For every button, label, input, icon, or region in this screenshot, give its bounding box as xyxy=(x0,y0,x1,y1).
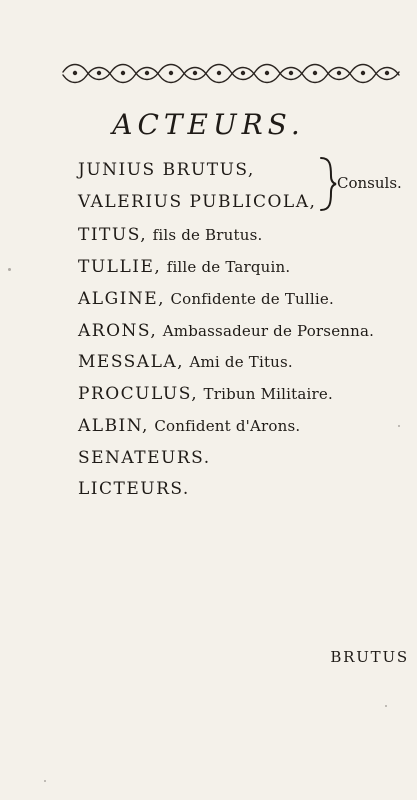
cast-description: Tribun Militaire. xyxy=(203,385,333,403)
consuls-brace xyxy=(316,155,338,213)
cast-name: ARONS, xyxy=(78,321,158,341)
cast-name: SENATEURS. xyxy=(78,448,211,468)
page-speck xyxy=(8,268,11,271)
cast-name: PROCULUS, xyxy=(78,384,199,404)
cast-item-licteurs xyxy=(78,481,190,498)
cast-item-valerius-publicola xyxy=(78,194,316,211)
catchword: BRUTUS xyxy=(330,648,409,666)
cast-description: Ambassadeur de Porsenna. xyxy=(162,322,375,340)
cast-name: TULLIE, xyxy=(78,257,162,277)
cast-name: JUNIUS BRUTUS, xyxy=(78,160,255,180)
cast-name: ALBIN, xyxy=(78,416,149,436)
cast-description: Confidente de Tullie. xyxy=(170,290,334,308)
page-speck xyxy=(44,780,46,782)
page-speck xyxy=(385,705,387,707)
cast-name: ALGINE, xyxy=(78,289,166,309)
cast-item-albin xyxy=(78,418,300,435)
cast-heading: ACTEURS. xyxy=(112,108,305,141)
consuls-label: Consuls. xyxy=(337,174,402,192)
cast-description: fils de Brutus. xyxy=(152,226,263,244)
cast-name: MESSALA, xyxy=(78,352,185,372)
cast-item-messala xyxy=(78,354,293,371)
decorative-ornament-band xyxy=(60,58,402,86)
cast-item-proculus xyxy=(78,386,333,403)
cast-name: TITUS, xyxy=(78,225,148,245)
cast-name: LICTEURS. xyxy=(78,479,190,499)
cast-description: Ami de Titus. xyxy=(189,353,293,371)
cast-item-junius-brutus xyxy=(78,162,255,179)
cast-name: VALERIUS PUBLICOLA, xyxy=(78,192,317,212)
cast-item-titus xyxy=(78,227,262,244)
cast-item-senateurs xyxy=(78,450,211,467)
cast-description: fille de Tarquin. xyxy=(166,258,291,276)
cast-item-arons xyxy=(78,323,374,340)
cast-item-tullie xyxy=(78,259,290,276)
cast-description: Confident d'Arons. xyxy=(154,417,301,435)
cast-item-algine xyxy=(78,291,334,308)
page-speck xyxy=(398,425,400,427)
